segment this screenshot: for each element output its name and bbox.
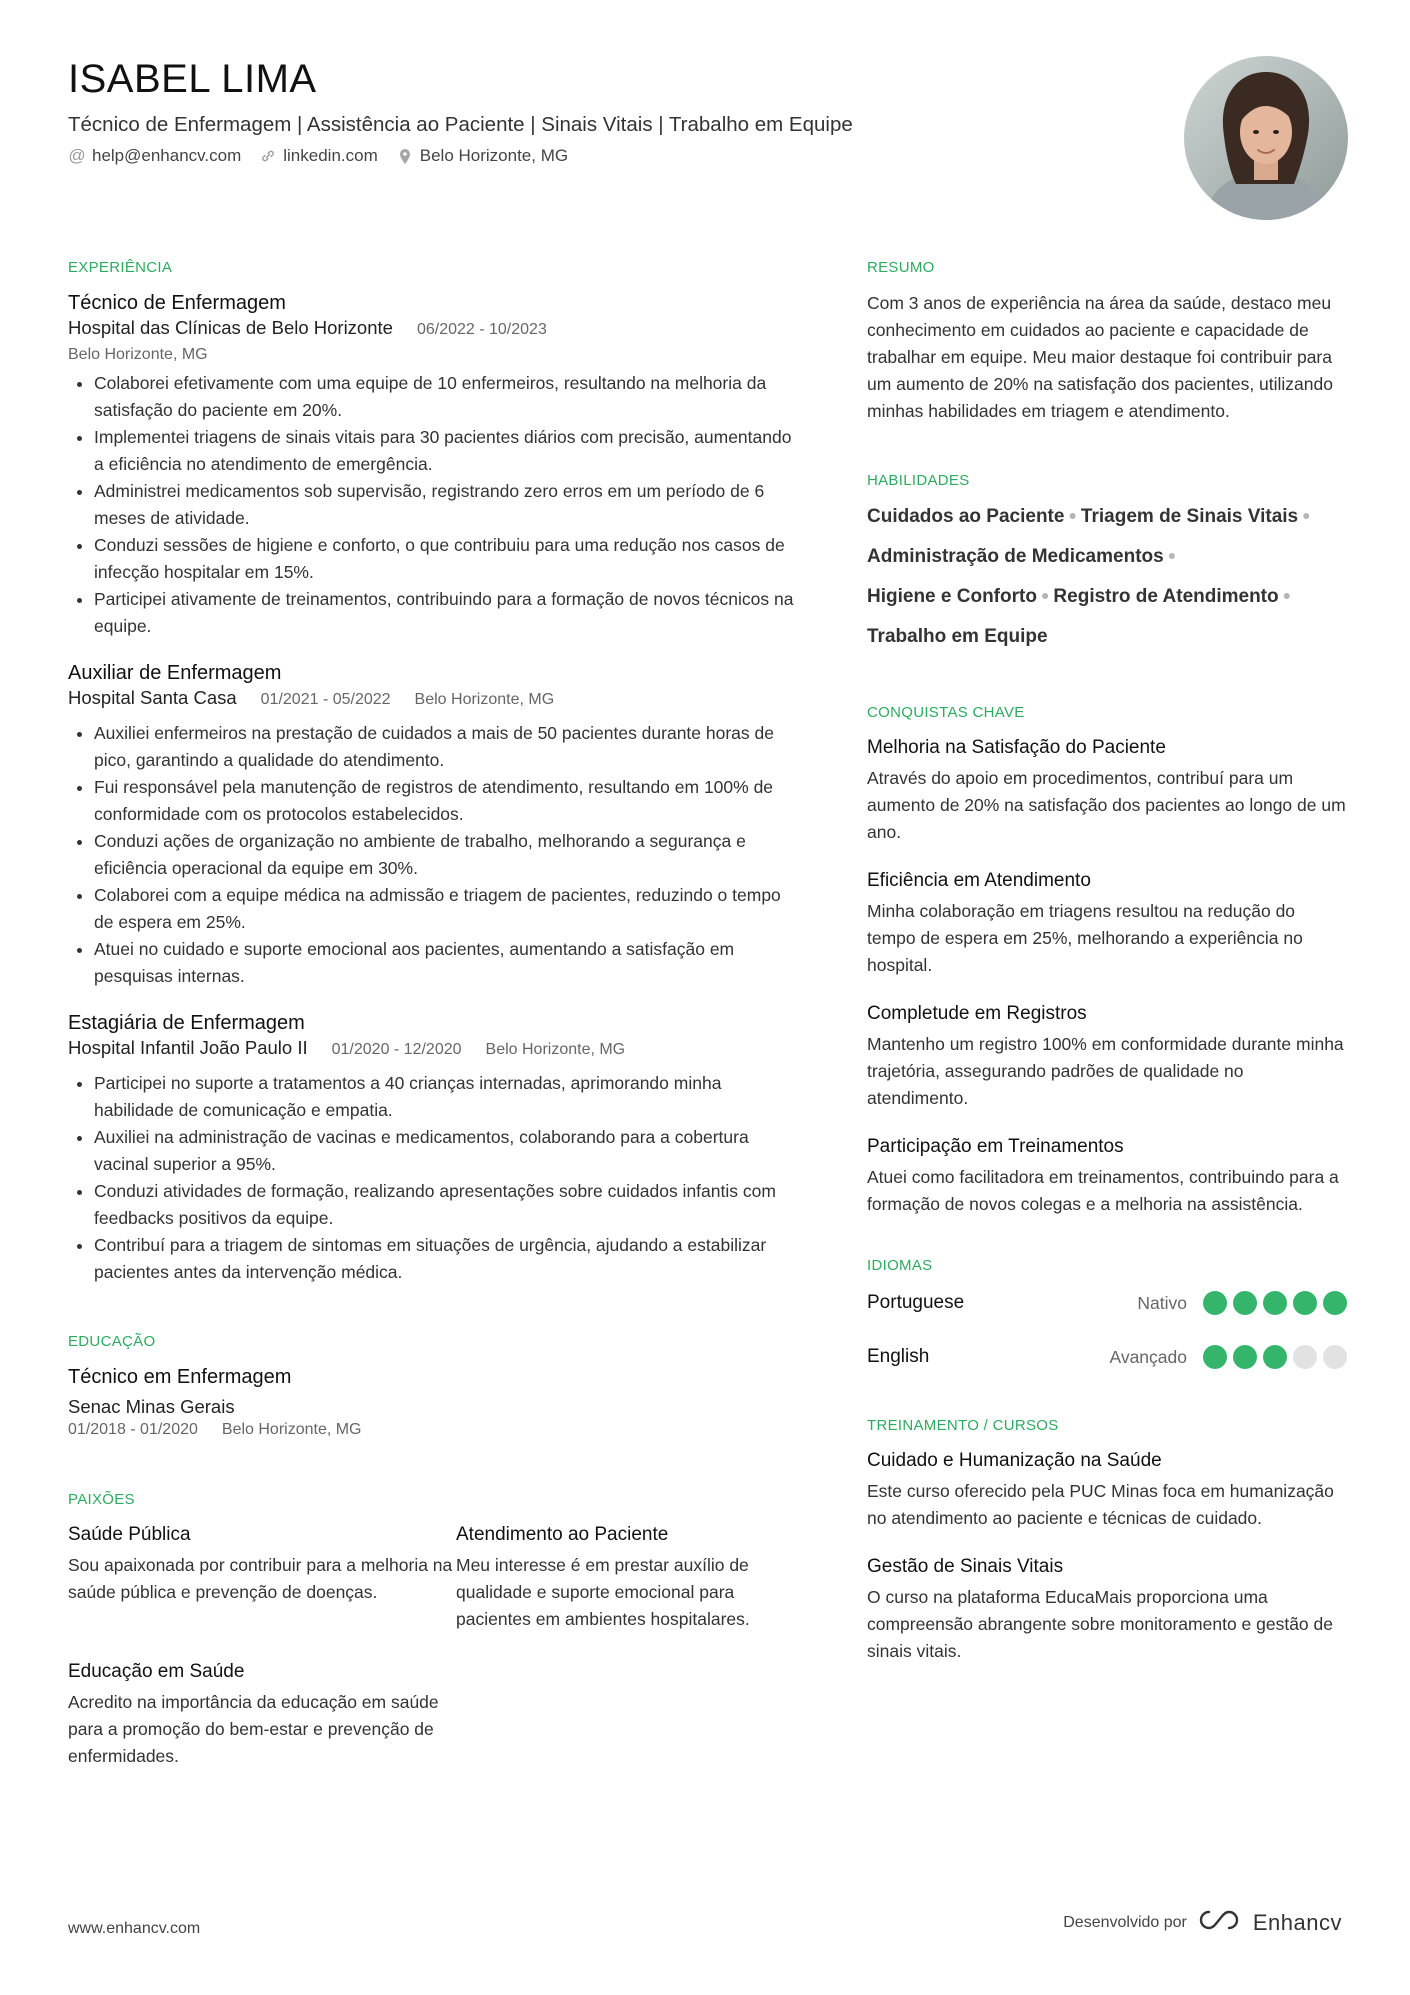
linkedin-text: linkedin.com — [283, 146, 378, 165]
location-pin-icon — [396, 148, 414, 165]
footer-website[interactable]: www.enhancv.com — [68, 1920, 201, 1937]
rating-dot — [1263, 1345, 1287, 1369]
skill-tag: Administração de Medicamentos — [867, 546, 1164, 567]
job-bullet: • Implementei triagens de sinais vitais para 30 pacientes diários com precisão, aumentando a eficiência no atendimento de emergência. — [94, 424, 798, 478]
language-level: Nativo — [1137, 1292, 1187, 1313]
passion-title: Saúde Pública — [68, 1524, 191, 1545]
candidate-title: Técnico de Enfermagem | Assistência ao Paciente | Sinais Vitais | Trabalho em Equipe — [68, 113, 853, 136]
job-entry — [68, 660, 798, 990]
achievement-desc: Mantenho um registro 100% em conformidade durante minha trajetória, assegurando padrões de qualidade no atendimento. — [867, 1034, 1344, 1108]
achievement-item — [867, 1134, 1347, 1218]
job-bullet: • Auxiliei na administração de vacinas e medicamentos, colaborando para a cobertura vacinal superior a 95%. — [94, 1124, 798, 1178]
job-bullet: • Conduzi ações de organização no ambiente de trabalho, melhorando a segurança e eficiência operacional da equipe em 30%. — [94, 828, 798, 882]
job-entry — [68, 1010, 798, 1286]
language-row — [867, 1342, 1347, 1372]
location-text: Belo Horizonte, MG — [419, 146, 569, 165]
rating-dot — [1293, 1291, 1317, 1315]
training-item — [867, 1554, 1347, 1665]
passion-item — [68, 1659, 456, 1770]
passion-item — [456, 1522, 796, 1633]
achievement-title: Completude em Registros — [867, 1003, 1087, 1024]
link-icon — [259, 148, 277, 164]
rating-dot — [1233, 1345, 1257, 1369]
rating-dot — [1323, 1291, 1347, 1315]
achievement-title: Eficiência em Atendimento — [867, 870, 1091, 891]
achievement-title: Participação em Treinamentos — [867, 1136, 1124, 1157]
section-title-education: EDUCAÇÃO — [68, 1333, 156, 1350]
rating-dot — [1263, 1291, 1287, 1315]
skill-tag: Trabalho em Equipe — [867, 626, 1048, 647]
job-company-line — [68, 316, 798, 342]
separator-dot: ● — [1282, 587, 1292, 603]
training-title: Cuidado e Humanização na Saúde — [867, 1450, 1162, 1471]
separator-dot: ● — [1302, 507, 1311, 523]
passion-title: Atendimento ao Paciente — [456, 1524, 669, 1545]
job-title: Técnico de Enfermagem — [68, 292, 286, 314]
rating-dot — [1323, 1345, 1347, 1369]
email-text: help@enhancv.com — [92, 146, 242, 165]
summary-text: Com 3 anos de experiência na área da saúde, destaco meu conhecimento em cuidados ao paciente e capacidade de trabalhar em equipe. Meu maior destaque foi contribuir para um aumento de 20% na satisfação dos pacientes, utilizando minhas habilidades em triagem e atendimento. — [867, 293, 1333, 421]
passion-title: Educação em Saúde — [68, 1661, 245, 1682]
job-entry — [68, 290, 798, 640]
skill-tag: Cuidados ao Paciente — [867, 506, 1065, 527]
job-dates: 06/2022 - 10/2023 — [416, 321, 547, 338]
left-column — [68, 258, 798, 1770]
language-rating — [1203, 1345, 1347, 1369]
section-title-passions: PAIXÕES — [68, 1491, 135, 1508]
job-bullet: • Colaborei com a equipe médica na admissão e triagem de pacientes, reduzindo o tempo de espera em 25%. — [94, 882, 798, 936]
job-bullets — [68, 1070, 798, 1286]
job-dates: 01/2021 - 05/2022 — [260, 691, 391, 708]
section-title-languages: IDIOMAS — [867, 1257, 933, 1274]
job-dates: 01/2020 - 12/2020 — [331, 1041, 462, 1058]
rating-dot — [1293, 1345, 1317, 1369]
achievement-desc: Através do apoio em procedimentos, contribuí para um aumento de 20% na satisfação dos pacientes ao longo de um ano. — [867, 768, 1346, 842]
rating-dot — [1203, 1291, 1227, 1315]
job-title: Estagiária de Enfermagem — [68, 1012, 305, 1034]
job-bullet: • Participei no suporte a tratamentos a 40 crianças internadas, aprimorando minha habilidade de comunicação e empatia. — [94, 1070, 798, 1124]
training-item — [867, 1448, 1347, 1532]
training-desc: O curso na plataforma EducaMais proporciona uma compreensão abrangente sobre monitoramento e gestão de sinais vitais. — [867, 1587, 1333, 1661]
rating-dot — [1233, 1291, 1257, 1315]
powered-by-text: Desenvolvido por — [1063, 1913, 1187, 1931]
job-bullet: • Colaborei efetivamente com uma equipe de 10 enfermeiros, resultando na melhoria da satisfação do paciente em 20%. — [94, 370, 798, 424]
education-meta — [68, 1420, 798, 1440]
section-title-training: TREINAMENTO / CURSOS — [867, 1417, 1059, 1434]
education-school: Senac Minas Gerais — [68, 1396, 235, 1417]
achievement-title: Melhoria na Satisfação do Paciente — [867, 737, 1166, 758]
job-location: Belo Horizonte, MG — [414, 691, 555, 708]
at-icon: @ — [68, 146, 86, 165]
education-entry — [68, 1364, 798, 1440]
skill-tag: Registro de Atendimento — [1053, 586, 1279, 607]
skill-tag: Triagem de Sinais Vitais — [1080, 506, 1299, 527]
education-degree: Técnico em Enfermagem — [68, 1366, 292, 1388]
right-column — [867, 258, 1347, 1687]
skills-list — [867, 497, 1347, 657]
passion-item — [68, 1522, 456, 1633]
separator-dot: ● — [1167, 547, 1177, 563]
job-bullet: • Auxiliei enfermeiros na prestação de cuidados a mais de 50 pacientes durante horas de pico, garantindo a qualidade do atendimento. — [94, 720, 798, 774]
language-rating — [1203, 1291, 1347, 1315]
section-title-achievements: CONQUISTAS CHAVE — [867, 704, 1025, 721]
achievement-item — [867, 735, 1347, 846]
footer-branding[interactable] — [1063, 1908, 1342, 1937]
training-title: Gestão de Sinais Vitais — [867, 1556, 1064, 1577]
language-name: English — [867, 1346, 930, 1367]
training-desc: Este curso oferecido pela PUC Minas foca em humanização no atendimento ao paciente e técnicas de cuidado. — [867, 1481, 1334, 1528]
achievement-desc: Minha colaboração em triagens resultou na redução do tempo de espera em 25%, melhorando a experiência no hospital. — [867, 901, 1303, 975]
language-level: Avançado — [1109, 1346, 1187, 1367]
passion-desc: Meu interesse é em prestar auxílio de qualidade e suporte emocional para pacientes em ambientes hospitalares. — [456, 1555, 750, 1629]
job-bullet: • Contribuí para a triagem de sintomas em situações de urgência, ajudando a estabilizar pacientes antes da intervenção médica. — [94, 1232, 798, 1286]
section-title-skills: HABILIDADES — [867, 472, 970, 489]
job-company-line — [68, 686, 798, 712]
section-title-experience: EXPERIÊNCIA — [68, 259, 173, 276]
resume-header — [68, 56, 1168, 166]
education-dates: 01/2018 - 01/2020 — [68, 1421, 198, 1438]
job-bullet: • Fui responsável pela manutenção de registros de atendimento, resultando em 100% de conformidade com os protocolos estabelecidos. — [94, 774, 798, 828]
section-title-summary: RESUMO — [867, 259, 935, 276]
job-bullet: • Conduzi atividades de formação, realizando apresentações sobre cuidados infantis com feedbacks positivos da equipe. — [94, 1178, 798, 1232]
contact-linkedin[interactable] — [259, 146, 378, 166]
enhancv-logo-icon — [1197, 1908, 1243, 1937]
skill-tag: Higiene e Conforto — [867, 586, 1037, 607]
contact-info — [68, 146, 1168, 166]
passion-desc: Sou apaixonada por contribuir para a melhoria na saúde pública e prevenção de doenças. — [68, 1555, 453, 1602]
job-company: Hospital Santa Casa — [68, 687, 237, 708]
job-bullet: • Conduzi sessões de higiene e conforto, o que contribuiu para uma redução nos casos de infecção hospitalar em 15%. — [94, 532, 798, 586]
rating-dot — [1203, 1345, 1227, 1369]
achievement-item — [867, 1001, 1347, 1112]
job-title: Auxiliar de Enfermagem — [68, 662, 282, 684]
job-bullet: • Administrei medicamentos sob supervisão, registrando zero erros em um período de 6 meses de atividade. — [94, 478, 798, 532]
passions-grid — [68, 1522, 798, 1770]
contact-location — [396, 146, 568, 166]
candidate-name: ISABEL LIMA — [68, 57, 317, 101]
language-row — [867, 1288, 1347, 1318]
profile-photo — [1184, 56, 1348, 220]
job-company-line — [68, 1036, 798, 1062]
contact-email[interactable] — [68, 146, 241, 166]
language-name: Portuguese — [867, 1292, 965, 1313]
education-location: Belo Horizonte, MG — [221, 1421, 362, 1438]
job-bullets — [68, 720, 798, 990]
passion-desc: Acredito na importância da educação em saúde para a promoção do bem-estar e prevenção de enfermidades. — [68, 1692, 439, 1766]
job-location: Belo Horizonte, MG — [485, 1041, 626, 1058]
achievement-desc: Atuei como facilitadora em treinamentos, contribuindo para a formação de novos colegas e a melhoria na assistência. — [867, 1167, 1339, 1214]
job-company: Hospital das Clínicas de Belo Horizonte — [68, 317, 393, 338]
job-bullets — [68, 370, 798, 640]
achievement-item — [867, 868, 1347, 979]
separator-dot: ● — [1040, 587, 1050, 603]
job-location: Belo Horizonte, MG — [68, 346, 208, 363]
separator-dot: ● — [1068, 507, 1077, 523]
job-bullet: • Atuei no cuidado e suporte emocional aos pacientes, aumentando a satisfação em pesquisas internas. — [94, 936, 798, 990]
job-company: Hospital Infantil João Paulo II — [68, 1037, 308, 1058]
brand-name: Enhancv — [1252, 1909, 1342, 1935]
job-bullet: • Participei ativamente de treinamentos, contribuindo para a formação de novos técnicos na equipe. — [94, 586, 798, 640]
